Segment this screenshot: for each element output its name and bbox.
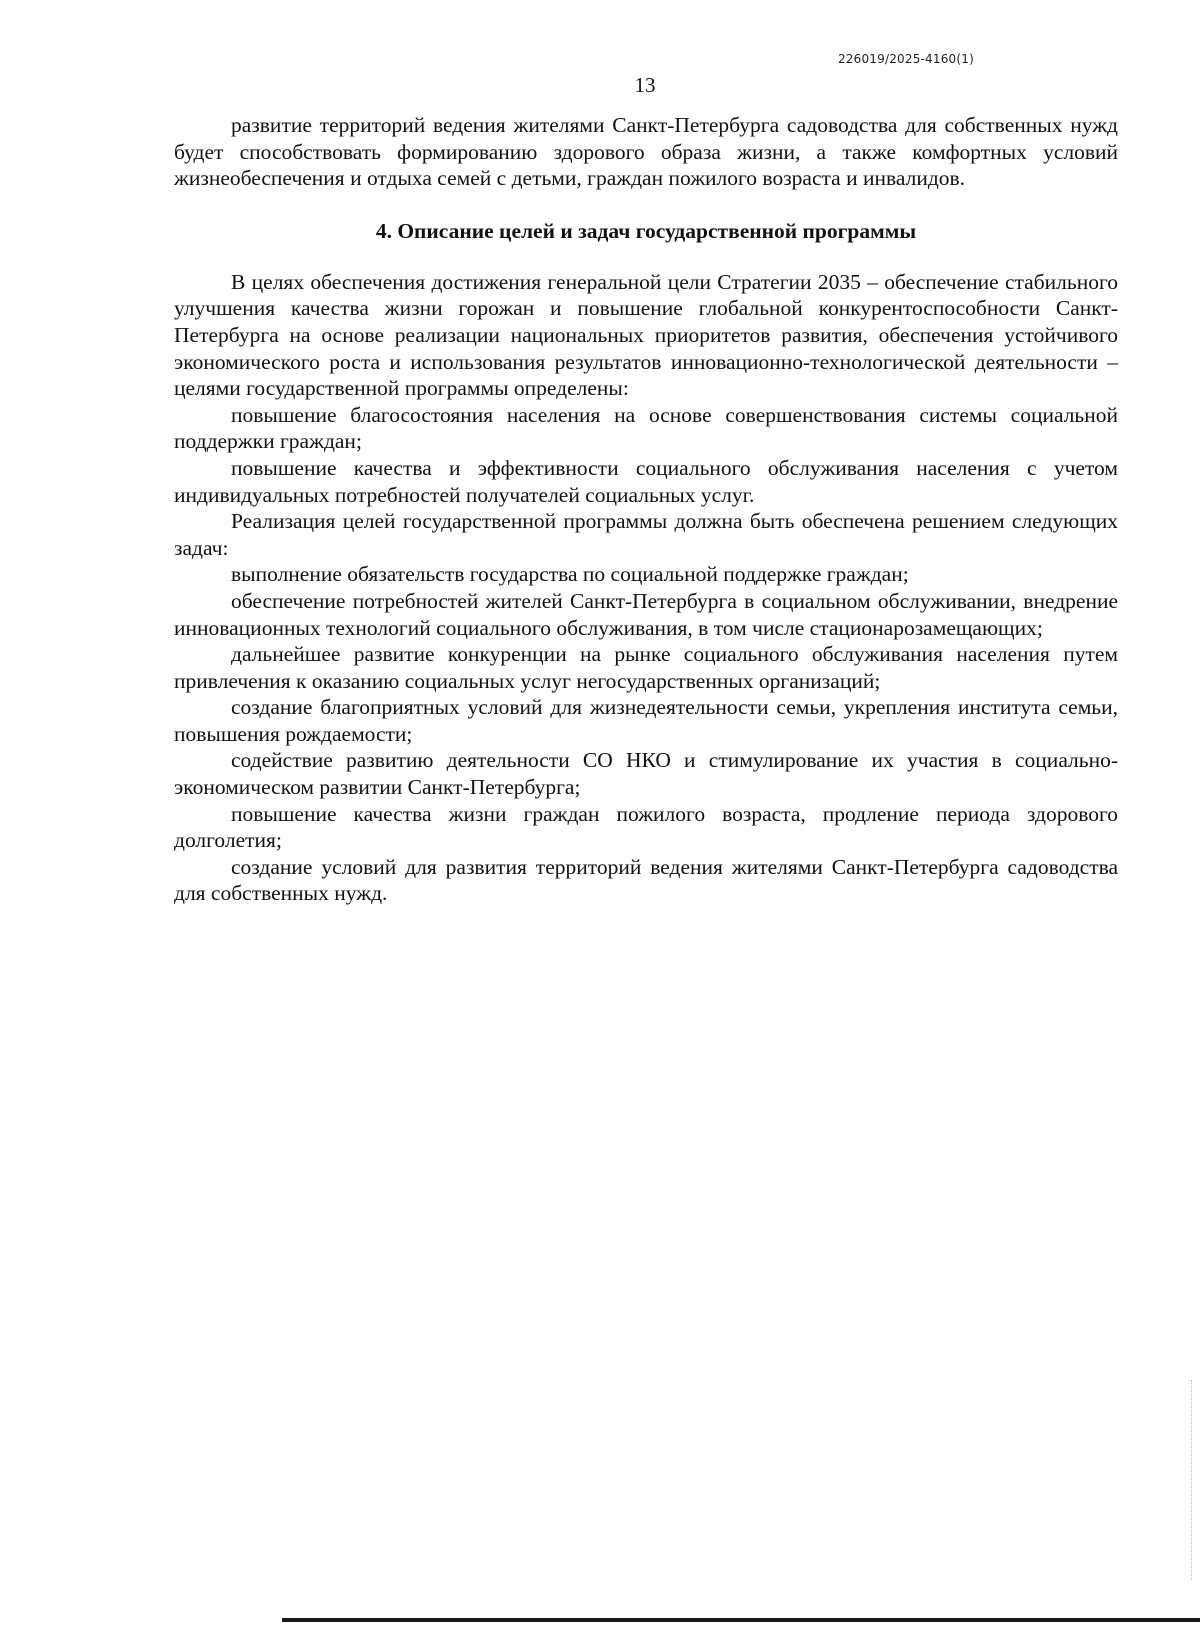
paragraph-task-3: дальнейшее развитие конкуренции на рынке социального обслуживания населения путем привлечения к оказанию социальных услуг негосударственных организаций; (174, 642, 1118, 693)
document-id: 226019/2025-4160(1) (837, 52, 974, 66)
document-body (174, 112, 1118, 907)
paragraph-tasks-intro: Реализация целей государственной программы должна быть обеспечена решением следующих задач: (174, 509, 1118, 560)
paragraph-goal-2: повышение качества и эффективности социального обслуживания населения с учетом индивидуальных потребностей получателей социальных услуг. (174, 455, 1118, 507)
paragraph-goals-intro: В целях обеспечения достижения генеральной цели Стратегии 2035 – обеспечение стабильного улучшения качества жизни горожан и повышение глобальной конкурентоспособности Санкт-Петербурга на основе реализации национальных приоритетов развития, обеспечения устойчивого экономического роста и использования результатов инновационно-технологической деятельности – целями государственной программы определены: (174, 269, 1118, 401)
paragraph-task-6: повышение качества жизни граждан пожилого возраста, продление периода здорового долголетия; (174, 801, 1118, 853)
section-heading: 4. Описание целей и задач государственной программы (375, 218, 917, 243)
paragraph-task-7: создание условий для развития территорий ведения жителями Санкт-Петербурга садоводства для собственных нужд. (174, 854, 1118, 906)
paragraph-goal-1: повышение благосостояния населения на основе совершенствования системы социальной поддержки граждан; (174, 402, 1118, 454)
scan-artifact-dots (1190, 1380, 1192, 1580)
paragraph-task-4: создание благоприятных условий для жизнедеятельности семьи, укрепления института семьи, повышения рождаемости; (174, 695, 1118, 746)
intro-paragraph: развитие территорий ведения жителями Санкт-Петербурга садоводства для собственных нужд будет способствовать формированию здорового образа жизни, а также комфортных условий жизнеобеспечения и отдыха семей с детьми, граждан пожилого возраста и инвалидов. (174, 113, 1118, 191)
paragraph-task-1: выполнение обязательств государства по социальной поддержке граждан; (231, 562, 909, 587)
paragraph-task-5: содействие развитию деятельности СО НКО и стимулирование их участия в социально-экономическом развитии Санкт-Петербурга; (174, 748, 1118, 800)
paragraph-task-2: обеспечение потребностей жителей Санкт-Петербурга в социальном обслуживании, внедрение инновационных технологий социального обслуживания, в том числе стационарозамещающих; (174, 588, 1118, 640)
page-number: 13 (634, 73, 656, 97)
scan-edge-line (282, 1618, 1200, 1622)
